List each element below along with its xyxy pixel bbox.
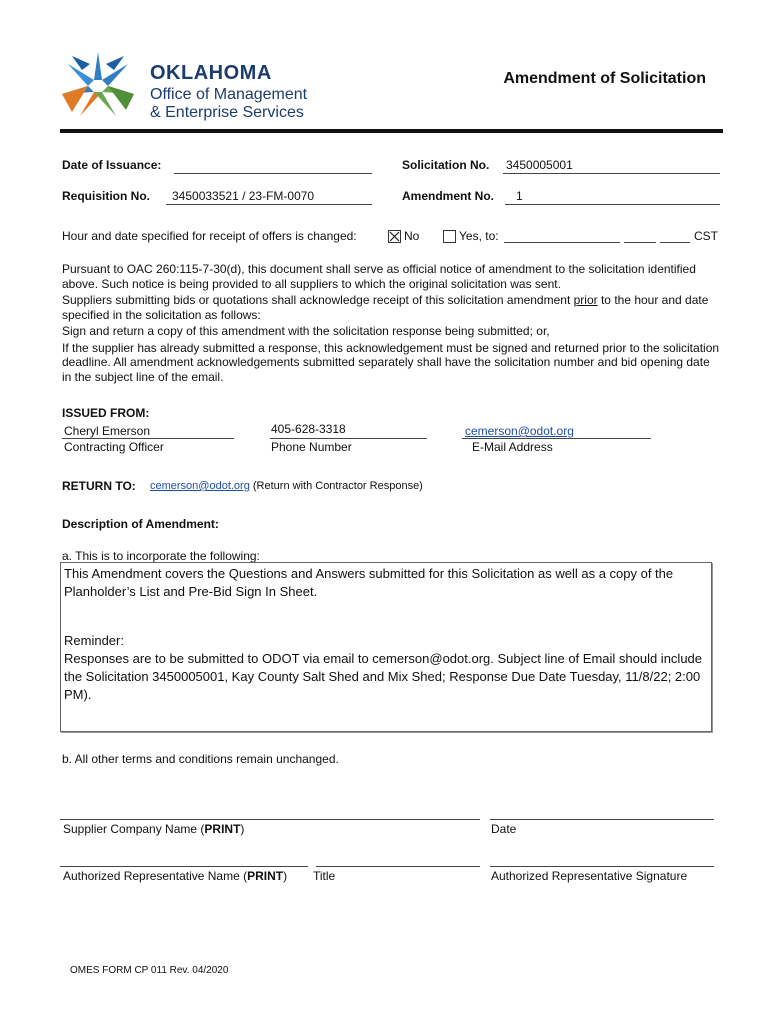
- supplier-company-label: Supplier Company Name (PRINT): [63, 822, 245, 836]
- notice-p1: Pursuant to OAC 260:115-7-30(d), this document shall serve as official notice of amendment to the solicitation identified above. Such notice is being provided to all suppliers to which the original solicitation was sent.: [62, 262, 696, 291]
- return-to-note: (Return with Contractor Response): [252, 480, 423, 492]
- supplier-company-line[interactable]: [60, 819, 480, 820]
- issuer-phone: 405-628-3318: [271, 422, 346, 436]
- issuer-name: Cheryl Emerson: [64, 424, 151, 438]
- rep-name-label: Authorized Representative Name (PRINT): [63, 869, 288, 883]
- logo-subtitle-1: Office of Management: [150, 86, 308, 103]
- signature-line[interactable]: [490, 866, 714, 867]
- yes-label: Yes, to:: [459, 229, 499, 243]
- description-heading: Description of Amendment:: [62, 517, 219, 531]
- omes-logo: [58, 46, 338, 126]
- form-number: OMES FORM CP 011 Rev. 04/2020: [70, 965, 229, 976]
- title-line[interactable]: [316, 866, 480, 867]
- solicitation-field[interactable]: 3450005001: [506, 158, 573, 172]
- logo-subtitle-2: & Enterprise Services: [150, 104, 304, 121]
- signature-label: Authorized Representative Signature: [491, 869, 688, 883]
- oklahoma-star-logo-icon: [58, 46, 138, 126]
- header-divider: [60, 129, 723, 133]
- description-a-label: a. This is to incorporate the following:: [62, 549, 260, 563]
- requisition-label: Requisition No.: [62, 189, 150, 203]
- issuer-phone-caption: Phone Number: [271, 440, 352, 454]
- issuer-name-caption: Contracting Officer: [64, 440, 164, 454]
- solicitation-label: Solicitation No.: [402, 158, 490, 172]
- description-body-p2: Responses are to be submitted to ODOT via email to cemerson@odot.org. Subject line of Email should include the Solicitation 3450005001, Kay County Salt Shed and Mix Shed; Response Due Date Tuesday, 11/8/22; 2:00 PM).: [64, 651, 703, 702]
- checkmark-x-icon: [389, 231, 400, 242]
- date-label: Date: [491, 822, 517, 836]
- logo-title: OKLAHOMA: [150, 62, 272, 84]
- rep-name-line[interactable]: [60, 866, 308, 867]
- notice-text: [62, 262, 722, 384]
- yes-date-field[interactable]: [504, 242, 620, 243]
- notice-p3: Sign and return a copy of this amendment with the solicitation response being submitted; or,: [62, 324, 550, 338]
- return-to-label: RETURN TO:: [62, 479, 136, 493]
- date-issuance-field[interactable]: [174, 158, 372, 172]
- issuer-email-link[interactable]: cemerson@odot.org: [465, 424, 574, 438]
- notice-p2: Suppliers submitting bids or quotations shall acknowledge receipt of this solicitation amendment prior to the hour and date specified in the solicitation as follows:: [62, 293, 709, 322]
- page-title: Amendment of Solicitation: [503, 70, 706, 87]
- notice-p4: If the supplier has already submitted a response, this acknowledgement must be signed and returned prior to the solicitation deadline. All amendment acknowledgements submitted separately shall have the solicitation number and bid opening date in the subject line of the email.: [62, 340, 720, 384]
- issuer-email-caption: E-Mail Address: [472, 440, 553, 454]
- description-reminder: Reminder:: [64, 633, 124, 648]
- title-label: Title: [313, 869, 336, 883]
- cst-label: CST: [694, 229, 718, 243]
- amendment-label: Amendment No.: [402, 189, 495, 203]
- issued-from-heading: ISSUED FROM:: [62, 406, 150, 420]
- date-issuance-label: Date of Issuance:: [62, 158, 162, 172]
- description-b-label: b. All other terms and conditions remain unchanged.: [62, 752, 339, 766]
- no-checkbox[interactable]: [388, 229, 401, 247]
- amendment-field[interactable]: 1: [516, 189, 523, 203]
- return-to-email-link[interactable]: cemerson@odot.org: [150, 480, 250, 492]
- description-textbox[interactable]: [60, 562, 712, 732]
- description-body-p1: This Amendment covers the Questions and Answers submitted for this Solicitation as well as a copy of the Planholder’s List and Pre-Bid Sign In Sheet.: [64, 566, 674, 599]
- hour-date-label: Hour and date specified for receipt of offers is changed:: [62, 229, 357, 243]
- requisition-field[interactable]: 3450033521 / 23-FM-0070: [172, 189, 315, 203]
- return-to-text: [150, 480, 423, 492]
- no-label: No: [404, 229, 420, 243]
- date-line[interactable]: [490, 819, 714, 820]
- yes-checkbox[interactable]: [443, 229, 456, 247]
